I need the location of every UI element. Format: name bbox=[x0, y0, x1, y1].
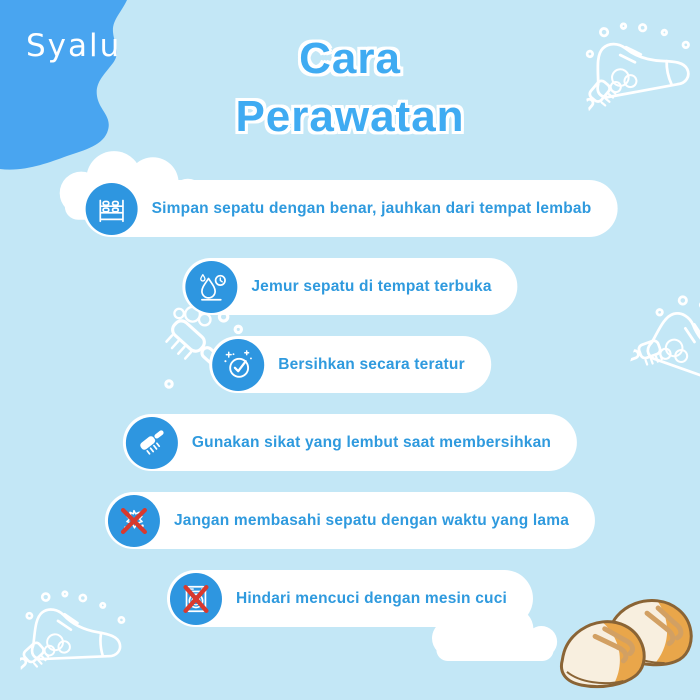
no-washing-machine-icon bbox=[170, 573, 222, 625]
sneaker-cleaning-outline-right bbox=[627, 284, 700, 409]
tip-text: Hindari mencuci dengan mesin cuci bbox=[235, 589, 508, 607]
soft-brush-icon bbox=[126, 417, 178, 469]
clean-check-sparkle-icon bbox=[212, 339, 264, 391]
baby-shoes-illustration bbox=[552, 586, 700, 698]
tip-item-1 bbox=[83, 180, 618, 237]
tip-item-3 bbox=[209, 336, 491, 393]
tip-text: Jemur sepatu di tempat terbuka bbox=[251, 277, 492, 295]
title-line-2: Perawatan bbox=[235, 92, 465, 142]
tip-item-6 bbox=[167, 570, 533, 627]
no-soaking-water-icon bbox=[108, 495, 160, 547]
title-line-1: Cara bbox=[299, 34, 401, 83]
tip-text: Gunakan sikat yang lembut saat membersihkan bbox=[191, 433, 552, 451]
sneaker-cleaning-outline-bottom-left bbox=[15, 584, 136, 680]
tip-text: Simpan sepatu dengan benar, jauhkan dari tempat lembab bbox=[151, 199, 592, 217]
shoe-rack-icon bbox=[86, 183, 138, 235]
tip-item-5 bbox=[105, 492, 595, 549]
dry-droplet-clock-icon bbox=[185, 261, 237, 313]
tip-text: Jangan membasahi sepatu dengan waktu yang lama bbox=[173, 511, 570, 529]
tip-item-2 bbox=[182, 258, 517, 315]
tip-text: Bersihkan secara teratur bbox=[278, 355, 465, 373]
brand-logo: Syalu bbox=[26, 28, 122, 64]
tip-item-4 bbox=[123, 414, 577, 471]
